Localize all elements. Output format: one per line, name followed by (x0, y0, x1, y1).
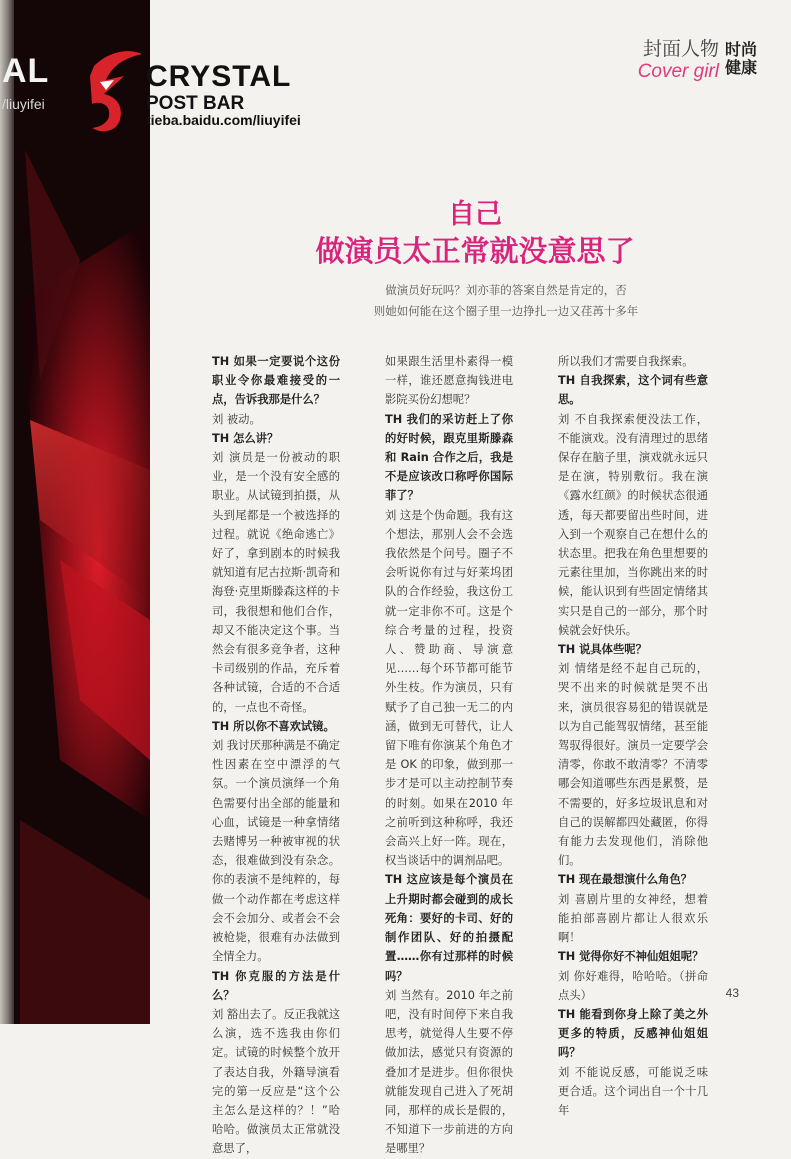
answer-paragraph: 刘 这是个伪命题。我有这个想法，那别人会不会选我依然是个问号。圈子不会听说你有过与好莱坞团队的合作经验，我这份工就一定非你不可。这是个综合考量的过程，投资人、赞助商、导演意见……每个环节都可能节外生枝。作为演员，只有赋予了自己独一无二的内涵，做到无可替代，让人留下唯有你演某个角色才是 OK 的印象，做到那一步才是可以主动控制节奏的时刻。如果在2010 年之前听到这种称呼，我还会高兴上好一阵。现在，权当谈话中的调剂品吧。 (385, 508, 513, 868)
answer-paragraph: 刘 不自我探索便没法工作，不能演戏。没有清理过的思绪保存在脑子里，演戏就永远只是在演，特别敷衍。我在演《露水红颜》的时候状态很通透，每天都要留出些时间，进入到一个观察自己在想什么的状态里。把我在角色里想要的元素往里加，当你跳出来的时候，能认识到有些固定情绪其实只是自己的一部分，那个时候就会好快乐。 (558, 412, 708, 637)
article-column-3 (558, 352, 708, 1120)
question-paragraph: TH 所以你不喜欢试镜。 (212, 719, 335, 733)
headline-line1: 自己 (448, 199, 502, 230)
answer-paragraph: 刘 被动。 (212, 412, 261, 426)
question-paragraph: TH 你克服的方法是什么？ (212, 969, 340, 1002)
article-column-2 (385, 352, 513, 1159)
section-tag (638, 34, 757, 83)
question-paragraph: TH 怎么讲？ (212, 431, 279, 445)
headline (180, 198, 770, 270)
answer-paragraph: 刘 喜剧片里的女神经，想着能拍部喜剧片都让人很欢乐啊！ (558, 892, 708, 945)
article-column-1 (212, 352, 340, 1159)
answer-paragraph: 如果跟生活里朴素得一模一样，谁还愿意掏钱进电影院买份幻想呢？ (385, 355, 513, 407)
question-paragraph: TH 能看到你身上除了美之外更多的特质，反感神仙姐姐吗？ (558, 1007, 708, 1060)
answer-paragraph: 刘 我讨厌那种满是不确定性因素在空中漂浮的气氛。一个演员演绎一个角色需要付出全部的能量和心血，试镜是一种拿情绪去赌博另一种被审视的状态，很难做到没有杂念。你的表演不是纯粹的，每做一个动作都在考虑这样会不会加分、或者会不会被枪毙，很难有办法做到全情全力。 (212, 739, 340, 964)
answer-paragraph: 刘 不能说反感，可能说乏味更合适。这个词出自一个十几年 (558, 1065, 708, 1117)
question-paragraph: TH 我们的采访赶上了你的好时候，跟克里斯滕森和 Rain 合作之后，我是不是应该改口称呼你国际菲了？ (385, 412, 513, 503)
section-side: 时尚健康 (725, 39, 758, 77)
question-paragraph: TH 这应该是每个演员在上升期时都会碰到的成长死角：要好的卡司、好的制作团队、好的拍摄配置……你有过那样的时候吗？ (385, 873, 513, 983)
red-fabric-image (0, 0, 150, 1024)
answer-paragraph: 刘 当然有。2010 年之前吧，没有时间停下来自我思考，就觉得人生要不停做加法，感觉只有资源的叠加才是进步。但你很快就能发现自己进入了死胡同，那样的成长是假的，不知道下一步前进的方向是哪里？ (385, 988, 513, 1156)
answer-paragraph: 所以我们才需要自我探索。 (558, 355, 694, 368)
section-en: Cover girl (637, 61, 719, 82)
section-cn: 封面人物 (642, 38, 719, 60)
crystal-post-bar-watermark (84, 46, 334, 136)
left-partial-url: /liuyifei (2, 96, 45, 112)
intro-line2: 则她如何能在这个圈子里一边挣扎一边又荏苒十多年 (373, 304, 639, 318)
question-paragraph: TH 觉得你好不神仙姐姐呢？ (558, 950, 704, 964)
watermark-subtitle: POST BAR (146, 93, 245, 114)
question-paragraph: TH 如果一定要说个这份职业令你最难接受的一点，告诉我那是什么？ (212, 355, 340, 407)
question-paragraph: TH 自我探索，这个词有些意思。 (558, 374, 708, 407)
question-paragraph: TH 现在最想演什么角色？ (558, 873, 693, 887)
intro-line1: 做演员好玩吗？刘亦菲的答案自然是肯定的，否 (385, 283, 627, 297)
answer-paragraph: 刘 演员是一份被动的职业，是一个没有安全感的职业。从试镜到拍摄，从头到尾都是一个被选择的过程。就说《绝命逃亡》好了，拿到剧本的时候我就知道有尼古拉斯·凯奇和海登·克里斯滕森这样的卡司，我很想和他们合作，却又不能决定这个事。当然会有很多竞争者，这种卡司级别的作品，充斥着各种试镜，合适的不合适的，一点也不奇怪。 (212, 451, 340, 714)
answer-paragraph: 刘 情绪是经不起自己玩的，哭不出来的时候就是哭不出来，演员很容易犯的错误就是以为自己能驾驭情绪，甚至能驾驭得很好。演员一定要学会清零，你敢不敢清零？不清零哪会知道哪些东西是累赘，是不需要的，好多垃圾讯息和对自己的误解都四处藏匿，你得有能力去发现他们，消除他们。 (558, 662, 708, 868)
watermark-url: tieba.baidu.com/liuyifei (146, 112, 301, 128)
left-photo-strip (0, 0, 150, 1024)
question-paragraph: TH 说具体些呢？ (558, 643, 647, 657)
headline-line2: 做演员太正常就没意思了 (315, 234, 635, 268)
watermark-title: CRYSTAL (146, 60, 292, 93)
binding-edge (0, 0, 14, 1024)
answer-paragraph: 刘 你好难得，哈哈哈。（拼命点头） (558, 969, 708, 1002)
page-number: 43 (725, 986, 739, 1000)
answer-paragraph: 刘 豁出去了。反正我就这么演，选不选我由你们定。试镜的时候整个放开了表达自我，外籍导演看完的第一反应是“这个公主怎么是这样的？！”哈哈哈。做演员太正常就没意思了， (212, 1007, 340, 1156)
crystal-logo-icon (84, 46, 148, 136)
left-partial-title: AL (2, 52, 50, 90)
intro (296, 280, 716, 322)
